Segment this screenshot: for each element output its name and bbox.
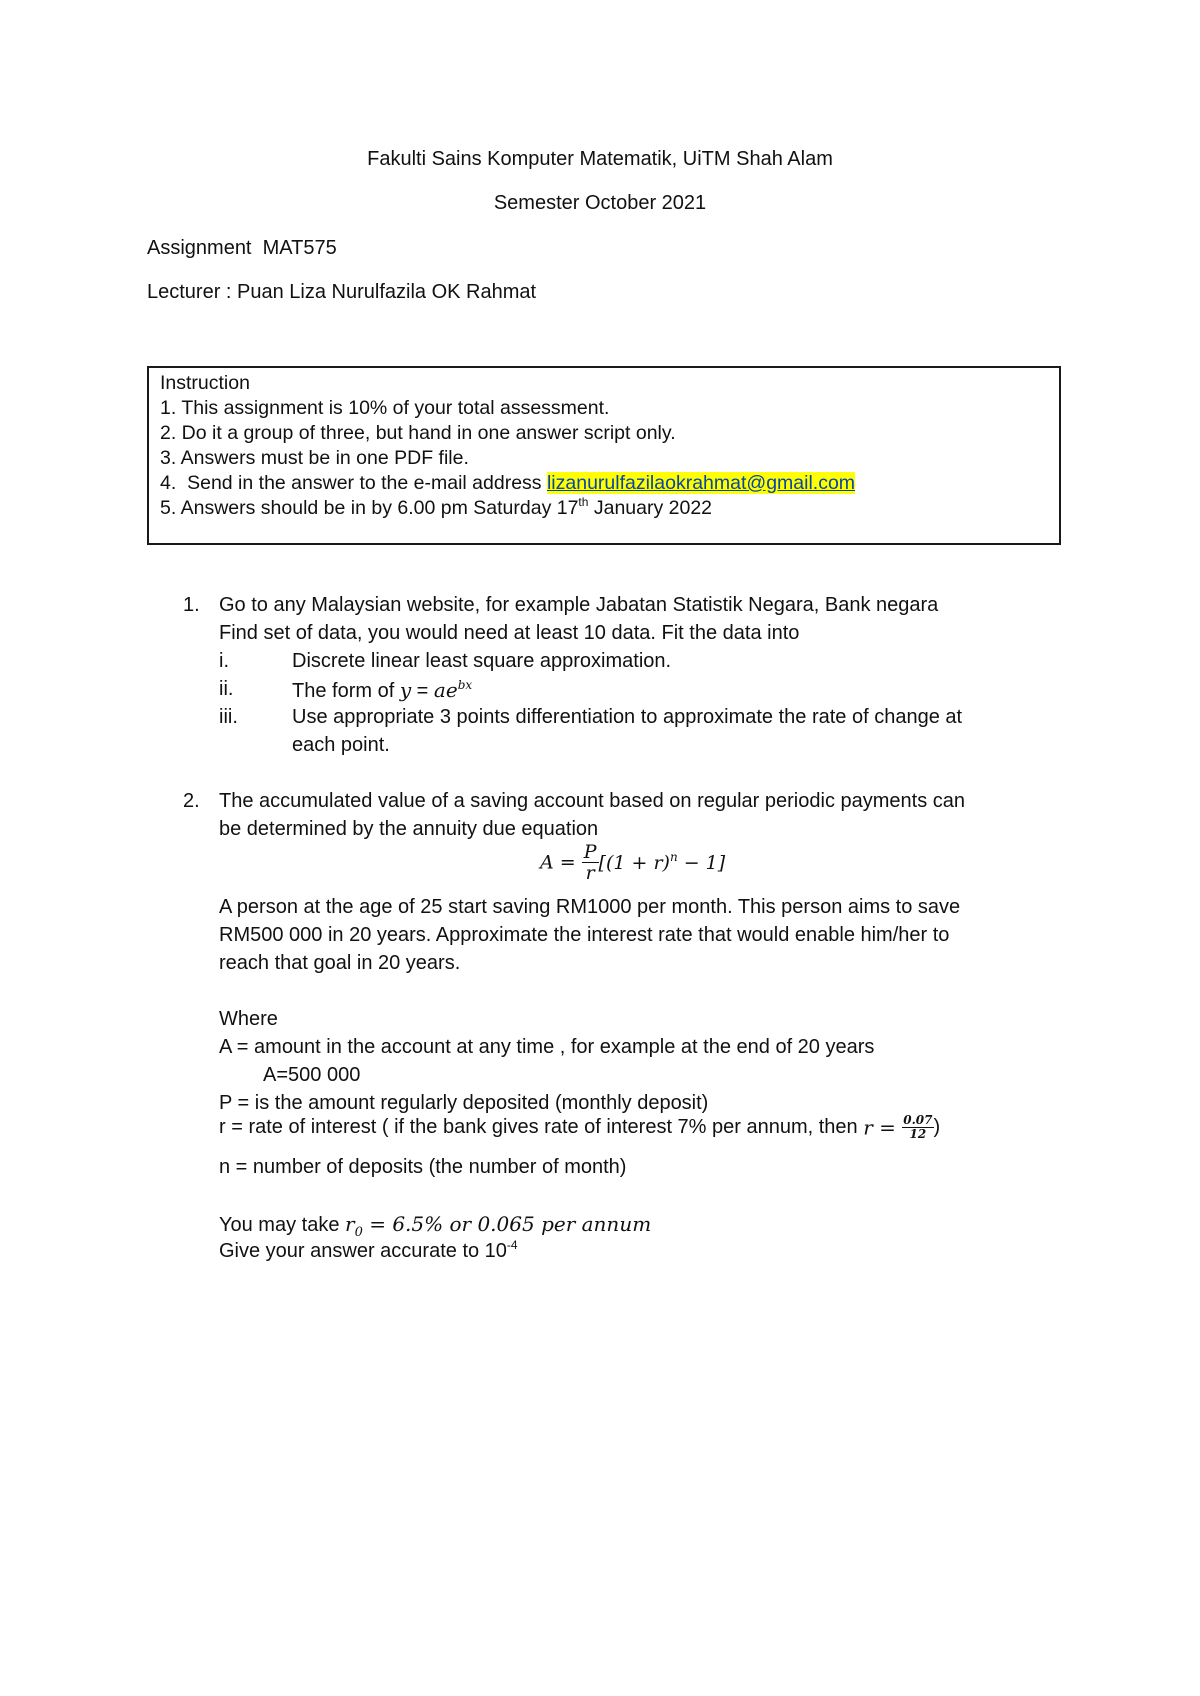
definition-r-text: r = rate of interest ( if the bank gives rate of interest 7% per annum, then (219, 1116, 864, 1138)
q1-i-text: Discrete linear least square approximation. (292, 650, 672, 672)
definition-a: A = amount in the account at any time , for example at the end of 20 years (219, 1036, 875, 1058)
initial-rate (219, 1212, 651, 1240)
instruction-box (147, 366, 1061, 545)
email-link[interactable]: lizanurulfazilaokrahmat@gmail.com (546, 472, 856, 494)
q2-paragraph-3: reach that goal in 20 years. (219, 952, 461, 974)
q1-line-1: Go to any Malaysian website, for example Jabatan Statistik Negara, Bank negara (219, 594, 939, 616)
instruction-title: Instruction (160, 372, 250, 394)
instruction-item-5-date: January 2022 (588, 497, 713, 519)
lecturer-label: Lecturer : Puan Liza Nurulfazila OK Rahmat (147, 281, 537, 303)
eq-rhs-exponent: n (669, 849, 678, 864)
q1-ii-math-eq: = (411, 680, 434, 702)
q2-paragraph-1: A person at the age of 25 start saving RM1000 per month. This person aims to save (219, 896, 961, 918)
q2-number: 2. (183, 790, 200, 812)
eq-lhs: A = (540, 851, 582, 874)
eq-fraction (582, 842, 599, 883)
definition-r (219, 1114, 940, 1141)
ordinal-suffix: th (578, 495, 589, 509)
instruction-item-5-text: 5. Answers should be in by 6.00 pm Saturday 17 (160, 497, 579, 519)
q2-line-1: The accumulated value of a saving account based on regular periodic payments can (219, 790, 966, 812)
q1-number: 1. (183, 594, 200, 616)
q1-i-label: i. (219, 650, 229, 672)
instruction-item-1: 1. This assignment is 10% of your total assessment. (160, 397, 610, 419)
instruction-item-5 (160, 497, 712, 520)
definition-r-denominator: 12 (909, 1127, 927, 1141)
instruction-item-4-text: 4. Send in the answer to the e-mail address (160, 472, 547, 494)
definition-r-fraction (902, 1114, 933, 1141)
instruction-item-2: 2. Do it a group of three, but hand in one answer script only. (160, 422, 676, 444)
q1-ii-label: ii. (219, 678, 234, 700)
definition-r-numerator: 0.07 (903, 1113, 933, 1127)
accuracy-exponent: -4 (506, 1238, 518, 1252)
definition-r-math: r = (863, 1115, 903, 1140)
eq-rhs-b: − 1] (677, 851, 726, 874)
q1-iii-line-1: Use appropriate 3 points differentiation to approximate the rate of change at (292, 706, 963, 728)
q1-ii-math-exponent: bx (457, 678, 473, 692)
eq-rhs (598, 849, 726, 874)
initial-rate-value: = 6.5% or 0.065 per annum (362, 1212, 652, 1236)
initial-rate-subscript: 0 (354, 1225, 363, 1240)
definition-n: n = number of deposits (the number of month) (219, 1156, 627, 1178)
definition-p: P = is the amount regularly deposited (monthly deposit) (219, 1092, 709, 1114)
initial-rate-prefix: You may take (219, 1214, 346, 1236)
annuity-equation (540, 842, 725, 883)
eq-denominator: r (585, 862, 595, 884)
q1-ii-prefix: The form of (292, 680, 400, 702)
eq-rhs-a: [(1 + r) (598, 851, 670, 874)
eq-numerator: P (583, 841, 597, 863)
accuracy-prefix: Give your answer accurate to 10 (219, 1240, 507, 1262)
semester-title: Semester October 2021 (493, 192, 707, 214)
q1-ii-math-y: y (399, 678, 412, 702)
instruction-item-4 (160, 472, 855, 495)
q1-iii-line-2: each point. (292, 734, 390, 756)
faculty-title: Fakulti Sains Komputer Matematik, UiTM Shah Alam (367, 148, 833, 170)
q1-iii-label: iii. (219, 706, 238, 728)
initial-rate-symbol: r (345, 1212, 355, 1236)
instruction-item-3: 3. Answers must be in one PDF file. (160, 447, 469, 469)
where-label: Where (219, 1008, 278, 1030)
assignment-label: Assignment MAT575 (147, 237, 337, 259)
q2-line-2: be determined by the annuity due equation (219, 818, 599, 840)
q1-ii-text (292, 678, 472, 703)
definition-a-value: A=500 000 (263, 1064, 361, 1086)
q2-paragraph-2: RM500 000 in 20 years. Approximate the interest rate that would enable him/her to (219, 924, 950, 946)
q1-ii-math-ae: ae (433, 678, 458, 702)
definition-r-close: ) (933, 1116, 941, 1138)
q1-line-2: Find set of data, you would need at least 10 data. Fit the data into (219, 622, 800, 644)
accuracy-line (219, 1240, 518, 1263)
